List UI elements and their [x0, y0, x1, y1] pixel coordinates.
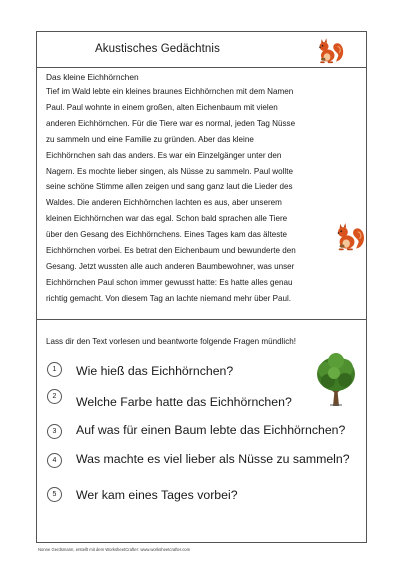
worksheet-title: Akustisches Gedächtnis — [95, 43, 220, 55]
story-line: richtig gemacht. Von diesem Tag an lachte niemand mehr über Paul. — [46, 293, 292, 303]
squirrel-icon — [315, 37, 345, 65]
story-line: anderen Eichhörnchen. Für die Tiere war es normal, jeden Tag Nüsse — [46, 118, 296, 128]
story-line: Gesang. Jetzt wussten alle auch anderen Baumbewohner, was unser — [46, 261, 295, 271]
story-text — [46, 84, 326, 307]
question-text: Welche Farbe hatte das Eichhörnchen? — [76, 395, 292, 409]
question-text: Was machte es viel lieber als Nüsse zu sammeln? — [76, 452, 350, 466]
story-title: Das kleine Eichhörnchen — [46, 72, 139, 82]
story-line: Eichhörnchen vorbei. Es betrat den Eichenbaum und bewunderte den — [46, 246, 296, 256]
story-line: Eichhörnchen Paul schon immer gewusst hatte: Es hatte alles genau — [46, 277, 293, 287]
squirrel-icon — [333, 222, 366, 252]
story-line: Tief im Wald lebte ein kleines braunes Eichhörnchen mit dem Namen — [46, 87, 294, 96]
story-line: Waldes. Die anderen Eichhörnchen lachten es aus, aber unserem — [46, 198, 282, 208]
story-line: seine schöne Stimme allen zeigen und sang ganz laut die Lieder des — [46, 182, 293, 192]
question-text: Auf was für einen Baum lebte das Eichhörnchen? — [76, 423, 346, 437]
instruction-text: Lass dir den Text vorlesen und beantworte folgende Fragen mündlich! — [46, 337, 297, 346]
footer-credit: Nonne Gerdsmann, erstellt mit dem WorksheetCrafter: www.worksheetcrafter.com — [38, 547, 191, 552]
story-line: Nagern. Es mochte lieber singen, als Nüsse zu sammeln. Paul wollte — [46, 166, 293, 176]
tree-icon — [314, 352, 358, 408]
story-line: kleinen Eichhörnchen war das egal. Schon bald sprachen alle Tiere — [46, 214, 288, 224]
story-line: Paul. Paul wohnte in einem großen, alten Eichenbaum mit vielen — [46, 102, 278, 112]
story-line: über den Gesang des Eichhörnchens. Eines Tages kam das älteste — [46, 230, 288, 240]
question-text: Wie hieß das Eichhörnchen? — [76, 364, 234, 378]
story-line: Eichhörnchen sah das anders. Es war ein Einzelgänger unter den — [46, 150, 282, 160]
question-number: 2 — [47, 389, 62, 404]
worksheet-frame — [36, 31, 367, 543]
question-number: 4 — [47, 453, 62, 468]
section-divider — [37, 319, 366, 320]
story-line: zu sammeln und eine Familie zu gründen. Aber das kleine — [46, 134, 254, 144]
question-number: 5 — [47, 487, 62, 502]
question-number: 3 — [47, 424, 62, 439]
question-number: 1 — [47, 362, 62, 377]
worksheet-header — [37, 32, 366, 68]
question-text: Wer kam eines Tages vorbei? — [76, 488, 238, 502]
